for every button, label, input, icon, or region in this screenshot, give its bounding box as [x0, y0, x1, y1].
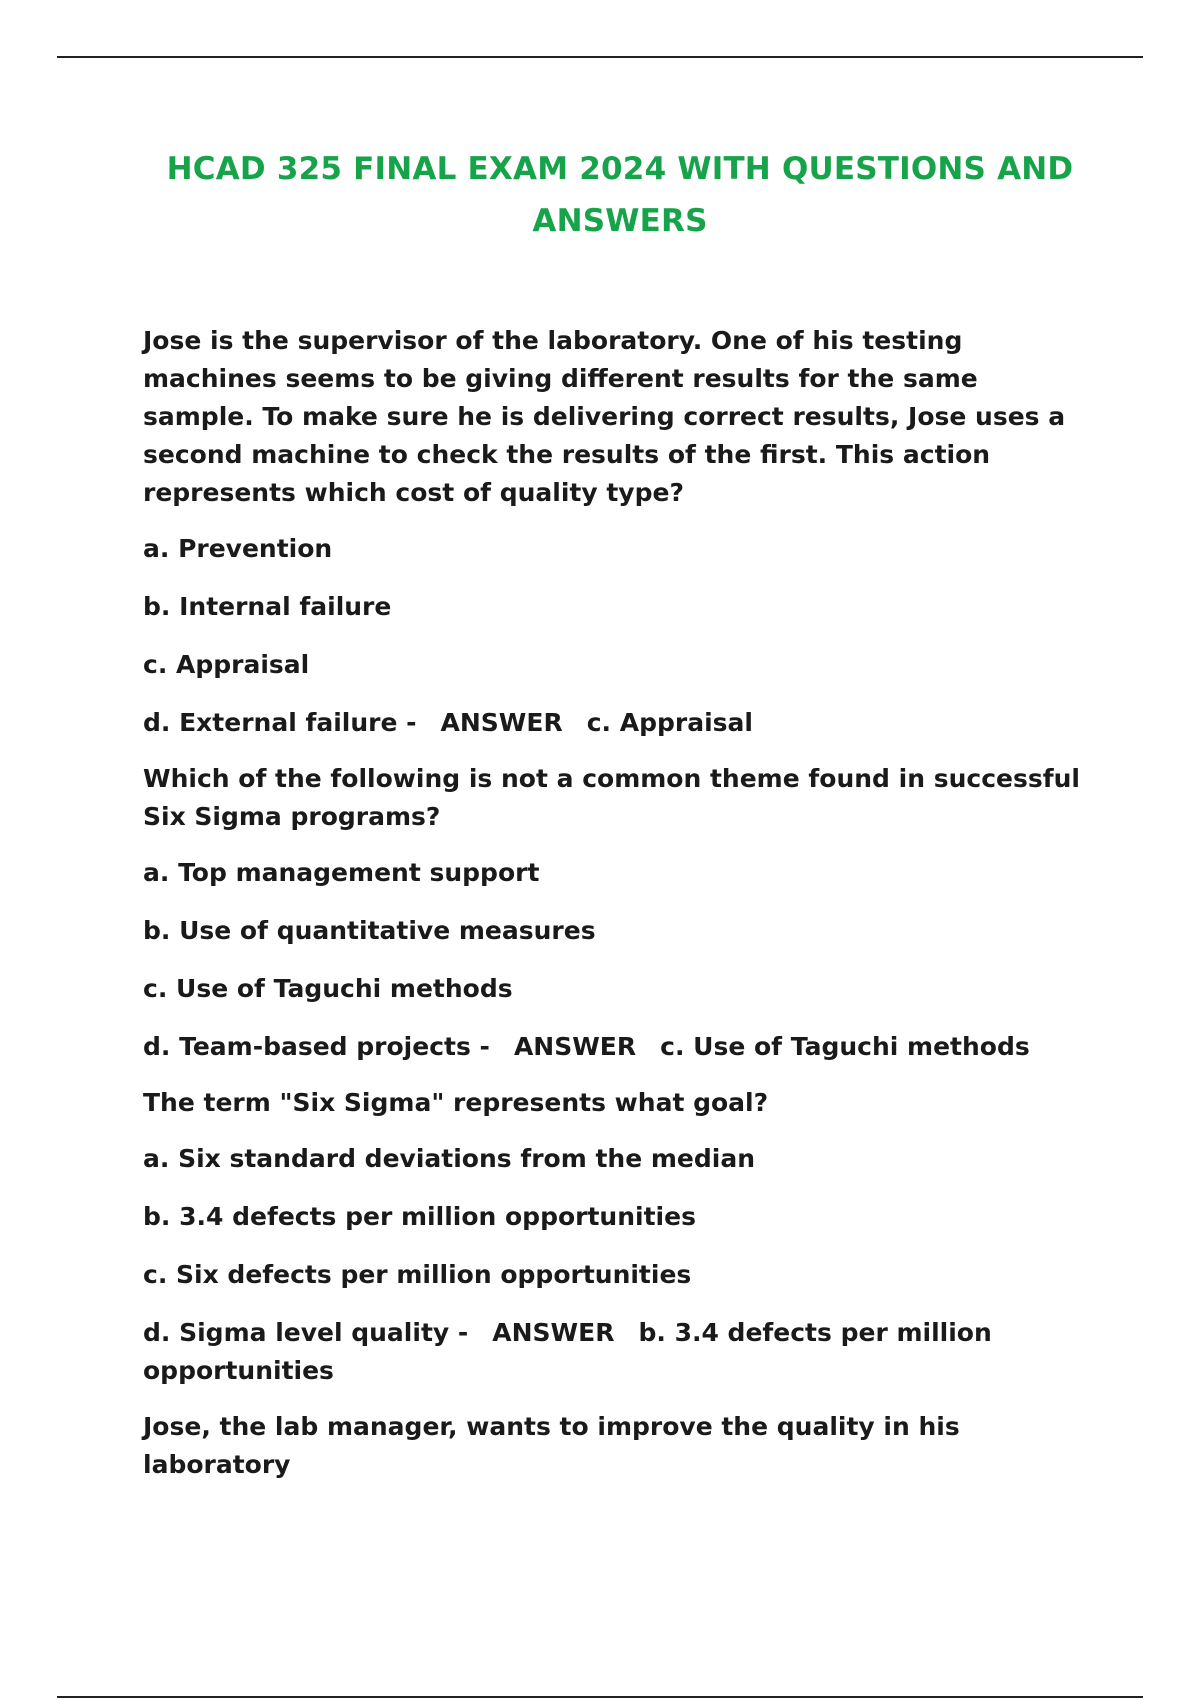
question-text: Which of the following is not a common theme found in successful Six Sigma programs?	[143, 764, 1080, 831]
option: b. 3.4 defects per million opportunities	[143, 1202, 696, 1231]
option: c. Six defects per million opportunities	[143, 1260, 692, 1289]
option: d. Sigma level quality -	[143, 1318, 469, 1347]
answer-value: c. Use of Taguchi methods	[660, 1032, 1030, 1061]
question-list	[143, 322, 1103, 1502]
answer-line	[143, 704, 1103, 742]
answer-label: ANSWER	[492, 1318, 615, 1347]
question-text: Jose is the supervisor of the laboratory. One of his testing machines seems to be giving different results for the same sample. To make sure he is delivering correct results, Jose uses a second machine to check the results of the first. This action represents which cost of quality type?	[143, 326, 1066, 507]
answer-value: c. Appraisal	[586, 708, 753, 737]
bottom-divider	[57, 1696, 1143, 1698]
top-divider	[57, 56, 1143, 58]
question-block-4	[143, 1408, 1103, 1484]
option: d. Team-based projects -	[143, 1032, 490, 1061]
option: d. External failure -	[143, 708, 417, 737]
question-text: The term "Six Sigma" represents what goal?	[143, 1088, 769, 1117]
question-text: Jose, the lab manager, wants to improve the quality in his laboratory	[143, 1412, 960, 1479]
option: a. Top management support	[143, 858, 540, 887]
question-block-2	[143, 760, 1103, 1066]
question-block-3	[143, 1084, 1103, 1390]
question-block-1	[143, 322, 1103, 742]
option: c. Use of Taguchi methods	[143, 974, 513, 1003]
option: a. Prevention	[143, 534, 333, 563]
option: c. Appraisal	[143, 650, 310, 679]
answer-line	[143, 1028, 1103, 1066]
answer-value: b. 3.4 defects per million opportunities	[143, 1318, 992, 1385]
answer-label: ANSWER	[513, 1032, 637, 1061]
answer-label: ANSWER	[440, 708, 563, 737]
option: a. Six standard deviations from the median	[143, 1144, 756, 1173]
answer-line	[143, 1314, 1013, 1390]
option: b. Internal failure	[143, 592, 392, 621]
document-title: HCAD 325 FINAL EXAM 2024 WITH QUESTIONS AND ANSWERS	[166, 151, 1074, 239]
option: b. Use of quantitative measures	[143, 916, 596, 945]
